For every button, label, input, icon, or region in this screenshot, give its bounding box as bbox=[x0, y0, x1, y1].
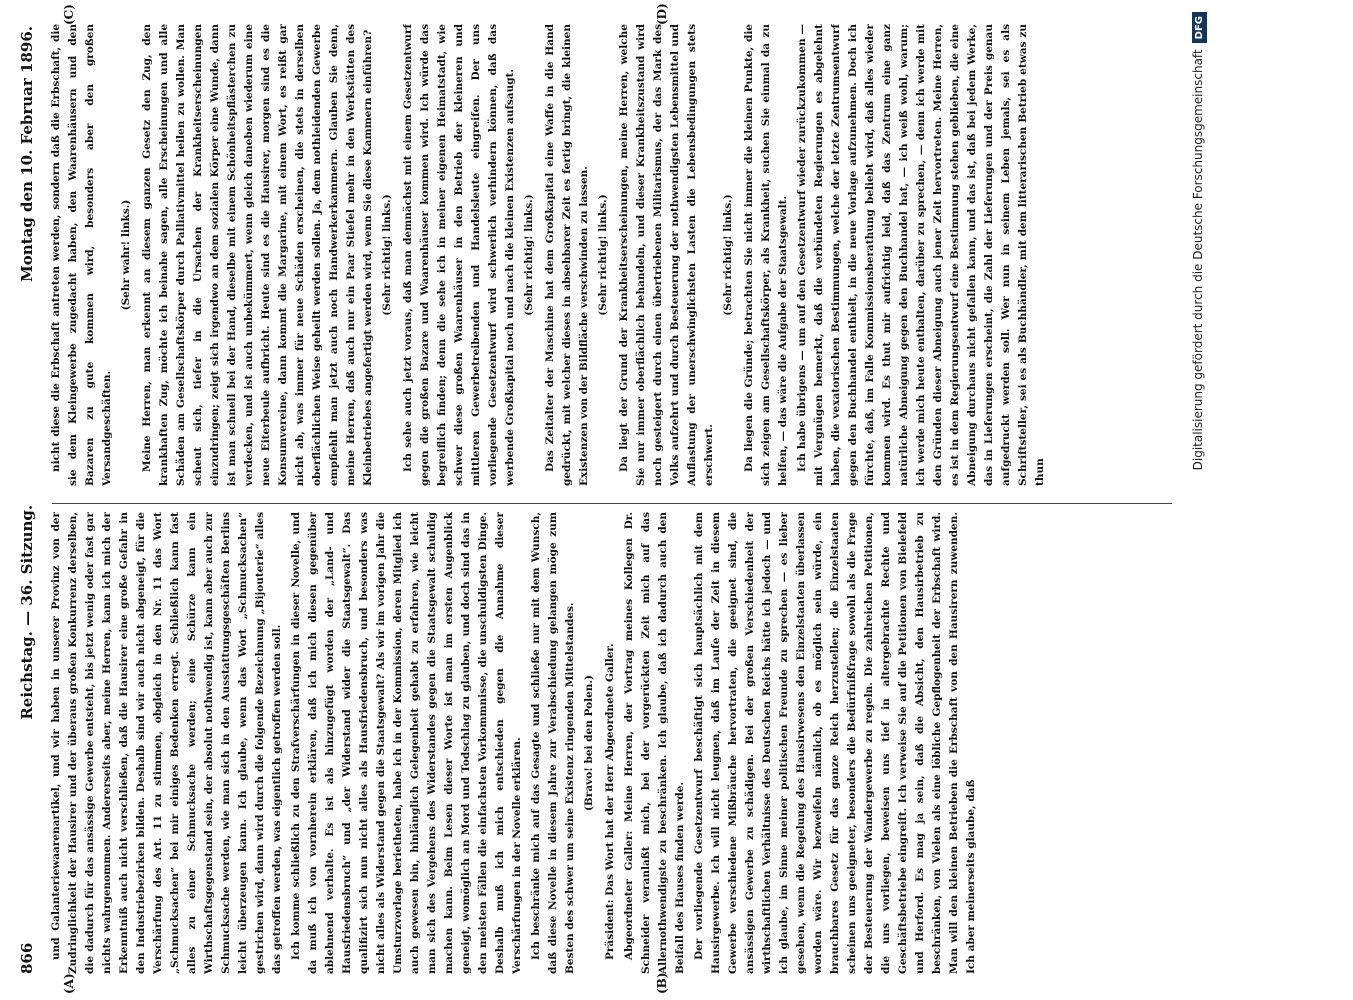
margin-mark-b: (B) bbox=[655, 972, 669, 994]
speaker-statement: Abgeordneter Galler: Meine Herren, der Vortrag meines Kollegen Dr. Schneider veranlaßt mich, bei der vorgerückten Zeit mich auf das Allernothwendigste zu beschränken. Ich glaube, daß ich dadurch auch den Beifall des Hauses finden werde. bbox=[623, 512, 686, 974]
applause-note: (Sehr richtig! links.) bbox=[381, 194, 393, 316]
digitization-credit bbox=[1191, 12, 1207, 992]
paragraph: nicht diese die Erbschaft antreten werden, sondern daß die Erbschaft, die sie dem Kleingewerbe zugedacht haben, den Waarenhäusern und den Bazaren zu gute kommen wird, besonders aber den großen Versandgeschäften. bbox=[50, 24, 113, 486]
president-statement: Präsident: Das Wort hat der Herr Abgeordnete Galler. bbox=[604, 643, 616, 960]
page-header bbox=[10, 26, 44, 974]
paragraph: Ich komme schließlich zu den Strafverschärfungen in dieser Novelle, und da muß ich von vornherein erklären, daß ich mich diesen gegenüber ablehnend verhalte. Es ist als hinzugefügt worden der „Land- und Hausfriedensbruch“ und „der Widerstand wider die Staatsgewalt“. Das qualifizirt sich nun nicht alles als Hausfriedensbruch, und besonders was nicht alles als Widerstand gegen die Staatsgewalt? Als wir im vorigen Jahr die Umsturzvorlage berietheten, habe ich in der Kommission, deren Mitglied ich auch gewesen bin, hinlänglich Gelegenheit gehabt zu erfahren, wie leicht man sich des Vergehens des Widerstandes gegen die Staatsgewalt schuldig machen kann. Beim Lesen dieser Worte ist man im ersten Augenblick geneigt, womöglich an Mord und Todschlag zu glauben, und doch sind das in den meisten Fällen die einfachsten Vorkommnisse, die unschuldigsten Dinge. Deshalb muß ich mich entschieden gegen die Annahme dieser Verschärfungen in der Novelle erklären. bbox=[290, 512, 523, 974]
digitization-strip bbox=[1183, 0, 1353, 1000]
applause-note: (Sehr wahr! links.) bbox=[120, 199, 132, 311]
paragraph: Meine Herren, man erkennt an diesem ganzen Gesetz den Zug, den krankhaften Zug, möchte ich beinahe sagen, alle Erscheinungen und alle Schäden am Gesellschaftskörper durch Palliativmittel heilen zu wollen. Man scheut sich, tiefer in die Ursachen der Krankheitserscheinungen einzudringen; zeigt sich irgendwo an dem sozialen Körper eine Wunde, dann ist man schnell bei der Hand, dieselbe mit einem Schönheitspflästerchen zu verdecken, und ist auch unbekümmert, wenn gleich daneben wiederum eine neue Eiterbeule aufbricht. Heute sind es die Hausirer, morgen sind es die Konsumvereine, dann kommt die Margarine, mit einem Wort, es reißt gar nicht ab, was immer für neue Schäden erscheinen, die stets in derselben oberflächlichen Weise geheilt werden sollen. Ja, dem nothleidenden Gewerbe empfiehlt man jetzt auch noch Handwerkerkammern. Glauben Sie denn, meine Herren, daß auch nur ein Paar Stiefel mehr in den Werkstätten des Kleinbetriebes angefertigt werden wird, wenn Sie diese Kammern einführen? bbox=[141, 24, 374, 486]
applause-note: (Sehr richtig! links.) bbox=[597, 194, 609, 316]
applause-note: (Bravo! bei den Polen.) bbox=[583, 674, 595, 812]
paragraph: und Galanteriewaarenartikel, und wir haben in unserer Provinz von der Zudringlichkeit der Hausirer und der überaus großen Konkurrenz derselben, die dadurch für das ansässige Gewerbe entsteht, bis jetzt wenig oder fast gar nichts wahrgenommen. Andererseits aber, meine Herren, kann ich mich der Erkenntniß auch nicht verschließen, daß die Hausirer eine große Gefahr in den Industriebezirken bilden. Deshalb sind wir auch nicht abgeneigt, für die Verschärfung des Art. 11 zu stimmen, obgleich in den Nr. 11 das Wort „Schmucksachen“ bei mir einiges Bedenken erregt. Schließlich kann fast alles zu einer Schmucksache werden; eine Schürze kann ein Wirthschaftsgegenstand sein, der absolut nothwendig ist, kann aber auch zur Schmucksache werden, wie man sich in den Ausstattungsgeschäften Berlins leicht überzeugen kann. Ich glaube, wenn das Wort „Schmucksachen“ gestrichen wird, dann wird durch die folgende Bezeichnung „Bijouterie“ alles das getroffen werden, was eigentlich getroffen werden soll. bbox=[50, 512, 283, 974]
paragraph: Das Zeitalter der Maschine hat dem Großkapital eine Waffe in die Hand gedrückt, mit welcher dieses in absehbarer Zeit es fertig bringt, die kleinen Existenzen von der Bildfläche verschwinden zu lassen. bbox=[544, 24, 590, 486]
applause-note: (Sehr richtig! links.) bbox=[523, 194, 535, 316]
page-title: Reichstag. — 36. Sitzung. bbox=[18, 504, 36, 720]
paragraph: Ich beschränke mich auf das Gesagte und schließe nur mit dem Wunsch, daß diese Novelle in diesem Jahre zur Verabschiedung gelangen möge zum Besten des schwer um seine Existenz ringenden Mittelstandes. bbox=[530, 512, 576, 974]
left-text-column bbox=[48, 512, 1178, 974]
page-number: 866 bbox=[18, 942, 36, 974]
paragraph: Der vorliegende Gesetzentwurf beschäftigt sich hauptsächlich mit dem Hausirgewerbe. Ich will nicht leugnen, daß im Laufe der Zeit in diesem Gewerbe verschiedene Mißbräuche hervortraten, die geeignet sind, die ansässigen Gewerbe zu schädigen. Bei der großen Verschiedenheit der wirthschaftlichen Verhältnisse des Deutschen Reichs hätte ich jedoch — und ich glaube, im Sinne meiner politischen Freunde zu sprechen — es lieber gesehen, wenn die Regelung des Hausirwesens den Einzelstaaten überlassen worden wäre. Wir bezweifeln nämlich, ob es möglich sein würde, ein brauchbares Gesetz für das ganze Reich herzustellen; die Einzelstaaten scheinen uns geeigneter, besonders die Bedürfnißfrage sowohl als die Frage der Besteuerung der Wandergewerbe zu regeln. Die zahlreichen Petitionen, die uns vorliegen, beweisen uns tief in altergebrachte Rechte und Geschäftsbetriebe eingreift. Ich verweise Sie auf die Petitionen von Bielefeld und Herford. Es mag ja sein, daß die Absicht, den Hausirbetrieb zu beschränken, von Vielen als eine löbliche Gepflogenheit der Erbschaft wird. Man will den kleinen Betrieben die Erbschaft von den Hausirern zuwenden. Ich aber meinerseits glaube, daß bbox=[693, 512, 977, 974]
paragraph: Ich sehe auch jetzt voraus, daß man demnächst mit einem Gesetzentwurf gegen die großen Bazare und Waarenhäuser kommen wird. Ich würde das begreiflich finden; denn die sehe ich in meiner eigenen Heimatstadt, wie schwer diese großen Waarenhäuser in den Betrieb der kleineren und mittleren Gewerbetreibenden und Handelsleute eingreifen. Der uns vorliegende Gesetzentwurf wird schwerlich verhindern können, daß das werbende Großkapital noch und nach die kleinen Existenzen aufsaugt. bbox=[402, 24, 516, 486]
paragraph: Da liegt der Grund der Krankheitserscheinungen, meine Herren, welche Sie nur immer oberflächlich behandeln, und dieser Krankheitszustand wird noch gesteigert durch einen übertriebenen Militarismus, der das Mark des Volks aufzehrt und durch Besteuerung der nothwendigsten Lebensmittel und Auflastung der unerschwinglichsten Lasten die Lebensbedingungen stets erschwert. bbox=[618, 24, 715, 486]
column-divider bbox=[52, 503, 1172, 504]
paragraph: Ich habe übrigens — um auf den Gesetzentwurf wieder zurückzukommen — mit Vergnügen bemerkt, daß die verbündeten Regierungen es abgelehnt haben, die vexatorischen Bestimmungen, welche der letzte Zentrumsentwurf gegen den Buchhandel enthielt, in die neue Vorlage aufzunehmen. Doch ich fürchte, daß, im Falle Kommissionsberathung beliebt wird, daß alles wieder kommen wird. Es thut mir aufrichtig leid, daß das Zentrum eine ganz natürliche Abneigung gegen den Buchhandel hat, — ich weiß wohl, warum; ich werde mich heute enthalten, darüber zu sprechen, — denn ich werde mit den Gründen dieser Abneigung auch jener Zeit hervortreten. Meine Herren, es ist in dem Regierungsentwurf eine Bestimmung stehen geblieben, die eine Abneigung durchaus nicht gefallen kann, und das ist, daß bei jedem Werke, das in Lieferungen erscheint, die Zahl der Lieferungen und der Preis genau aufgedruckt werden soll. Wer nun in seinem Leben jemals, sei es als Schriftsteller, sei es als Buchhändler, mit dem litterarischen Betrieb etwas zu thun bbox=[796, 24, 1046, 486]
page-date: Montag den 10. Februar 1896. bbox=[18, 26, 36, 282]
dfg-logo: DFG bbox=[1192, 12, 1207, 43]
paragraph: Da liegen die Gründe; betrachten Sie nicht immer die kleinen Punkte, die sich zeigen am Gesellschaftskörper, als Krankheit, suchen Sie einmal da zu helfen, — das wäre die Aufgabe der Staatsgewalt. bbox=[743, 24, 789, 486]
margin-mark-a: (A) bbox=[62, 973, 76, 994]
right-text-column bbox=[48, 24, 1178, 486]
margin-mark-c: (C) bbox=[62, 4, 76, 25]
digitization-text: Digitalisierung gefördert durch die Deutsche Forschungsgemeinschaft bbox=[1191, 49, 1205, 471]
applause-note: (Sehr richtig! links.) bbox=[722, 194, 734, 316]
margin-mark-d: (D) bbox=[655, 3, 669, 25]
